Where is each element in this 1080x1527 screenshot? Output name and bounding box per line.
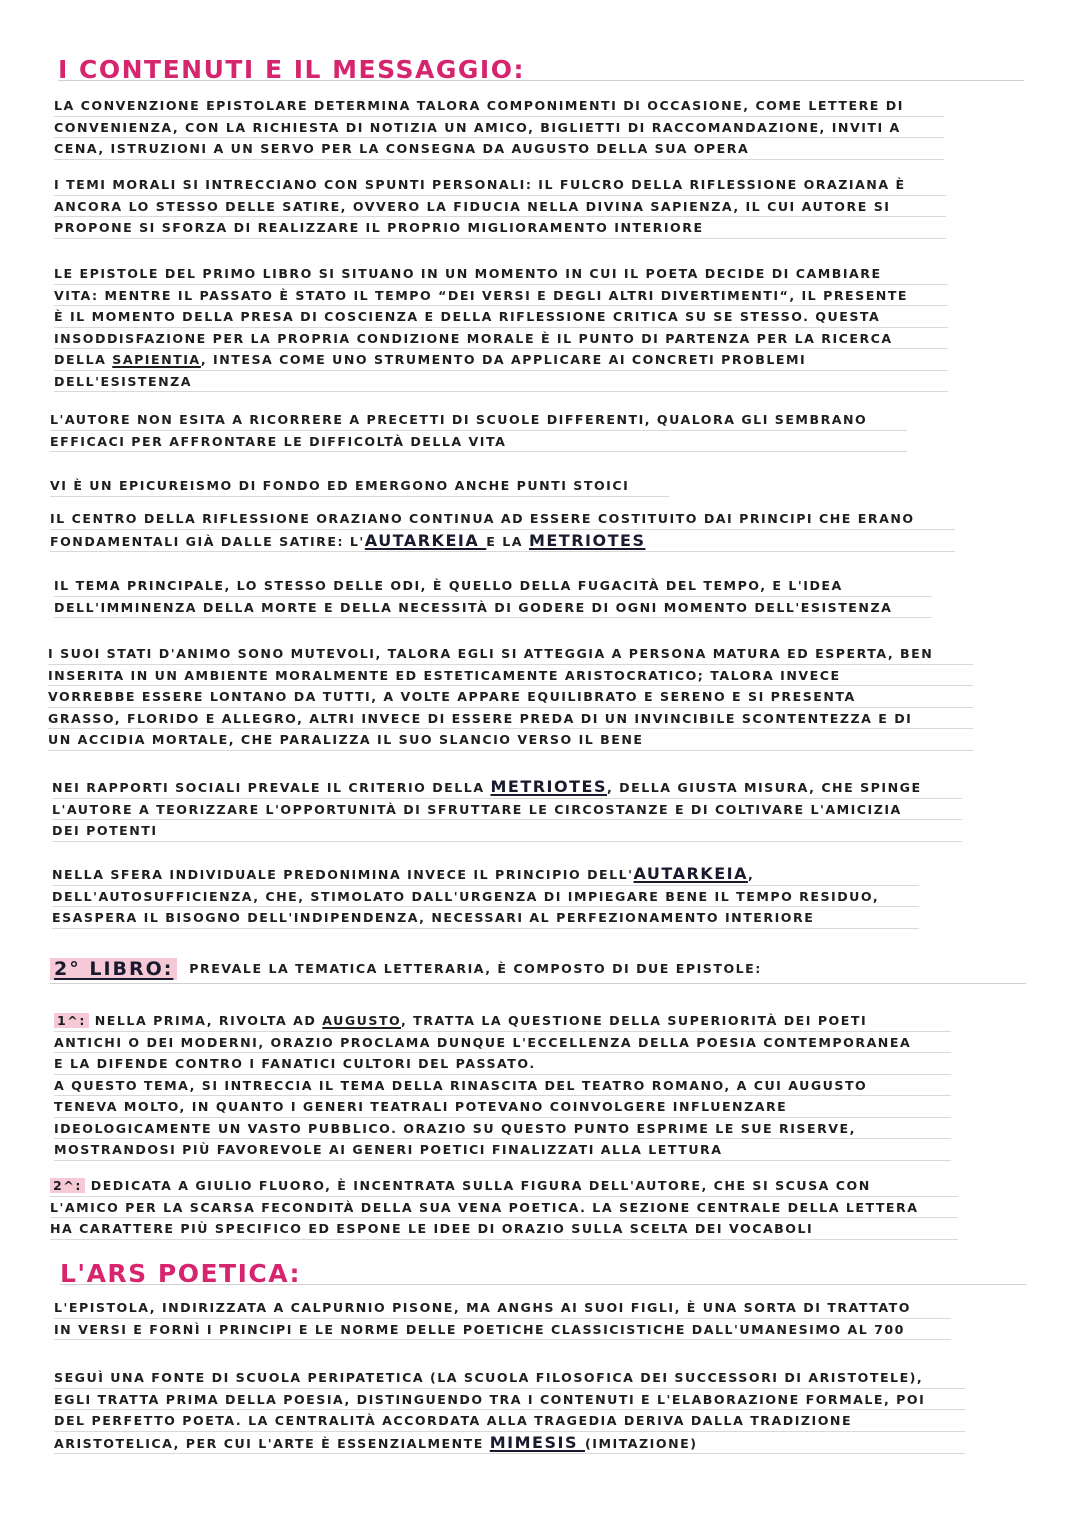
text-line — [52, 776, 922, 799]
text-segment: NEI RAPPORTI SOCIALI PREVALE IL CRITERIO DELLA — [52, 780, 491, 795]
paragraph-epicureismo — [50, 475, 629, 497]
paragraph-convenzione — [54, 95, 904, 160]
text-line: EGLI TRATTA PRIMA DELLA POESIA, DISTINGUENDO TRA I CONTENUTI E L'ELABORAZIONE FORMALE, POI — [54, 1389, 925, 1411]
paragraph-tema-principale — [54, 575, 892, 618]
text-line: DEL PERFETTO POETA. LA CENTRALITÀ ACCORDATA ALLA TRAGEDIA DERIVA DALLA TRADIZIONE — [54, 1410, 925, 1432]
title-rule — [58, 80, 1024, 81]
text-line: LE EPISTOLE DEL PRIMO LIBRO SI SITUANO IN UN MOMENTO IN CUI IL POETA DECIDE DI CAMBIARE — [54, 263, 908, 285]
text-secondo-libro: PREVALE LA TEMATICA LETTERARIA, È COMPOSTO DI DUE EPISTOLE: — [189, 961, 762, 976]
text-line — [54, 1010, 911, 1032]
text-line — [54, 349, 908, 371]
libro-rule — [50, 983, 1026, 984]
text-line: ANTICHI O DEI MODERNI, ORAZIO PROCLAMA DUNQUE L'ECCELLENZA DELLA POESIA CONTEMPORANEA — [54, 1032, 911, 1054]
text-line: HA CARATTERE PIÙ SPECIFICO ED ESPONE LE IDEE DI ORAZIO SULLA SCELTA DEI VOCABOLI — [50, 1218, 918, 1240]
text-segment: NELLA PRIMA, RIVOLTA AD — [94, 1013, 323, 1028]
text-line: ANCORA LO STESSO DELLE SATIRE, OVVERO LA FIDUCIA NELLA DIVINA SAPIENZA, IL CUI AUTORE SI — [54, 196, 906, 218]
text-line: LA CONVENZIONE EPISTOLARE DETERMINA TALORA COMPONIMENTI DI OCCASIONE, COME LETTERE DI — [54, 95, 904, 117]
title-rule — [60, 1284, 1026, 1285]
paragraph-ars-epistola — [54, 1297, 911, 1340]
text-line: IL TEMA PRINCIPALE, LO STESSO DELLE ODI, È QUELLO DELLA FUGACITÀ DEL TEMPO, E L'IDEA — [54, 575, 892, 597]
paragraph-ars-fonte — [54, 1367, 925, 1454]
label-secondo-libro: 2° LIBRO: — [50, 958, 177, 980]
paragraph-centro-riflessione — [50, 508, 915, 552]
keyword-metriotes: METRIOTES — [490, 777, 607, 796]
text-line: PROPONE SI SFORZA DI REALIZZARE IL PROPRIO MIGLIORAMENTO INTERIORE — [54, 217, 906, 239]
text-segment: ARISTOTELICA, PER CUI L'ARTE È ESSENZIALMENTE — [54, 1435, 490, 1451]
text-line — [52, 863, 879, 886]
heading-secondo-libro — [50, 955, 762, 984]
text-segment: , DELLA GIUSTA MISURA, CHE SPINGE — [606, 780, 922, 795]
text-line: IN VERSI E FORNÌ I PRINCIPI E LE NORME DELLE POETICHE CLASSICISTICHE DALL'UMANESIMO AL 700 — [54, 1319, 911, 1341]
text-segment: , — [747, 867, 755, 882]
section-title-contenuti: I CONTENUTI E IL MESSAGGIO: — [58, 55, 525, 84]
keyword-autarkeia: AUTARKEIA — [633, 864, 748, 883]
text-line: DELL'IMMINENZA DELLA MORTE E DELLA NECESSITÀ DI GODERE DI OGNI MOMENTO DELL'ESISTENZA — [54, 597, 892, 619]
text-segment: , TRATTA LA QUESTIONE DELLA SUPERIORITÀ DEI POETI — [401, 1013, 868, 1028]
text-line: CENA, ISTRUZIONI A UN SERVO PER LA CONSEGNA DA AUGUSTO DELLA SUA OPERA — [54, 138, 904, 160]
text-line: UN ACCIDIA MORTALE, CHE PARALIZZA IL SUO SLANCIO VERSO IL BENE — [48, 729, 933, 751]
paragraph-epistola-seconda — [50, 1175, 918, 1240]
text-line: L'AUTORE NON ESITA A RICORRERE A PRECETTI DI SCUOLE DIFFERENTI, QUALORA GLI SEMBRANO — [50, 409, 867, 431]
text-line: VORREBBE ESSERE LONTANO DA TUTTI, A VOLTE APPARE EQUILIBRATO E SERENO E SI PRESENTA — [48, 686, 933, 708]
text-line: DELL'AUTOSUFFICIENZA, CHE, STIMOLATO DALL'URGENZA DI IMPIEGARE BENE IL TEMPO RESIDUO, — [52, 886, 879, 908]
keyword-augusto: AUGUSTO — [322, 1013, 401, 1028]
text-line: SEGUÌ UNA FONTE DI SCUOLA PERIPATETICA (LA SCUOLA FILOSOFICA DEI SUCCESSORI DI ARISTOTELE), — [54, 1367, 925, 1389]
paragraph-epistole-primo-libro — [54, 263, 908, 392]
text-line: DELL'ESISTENZA — [54, 371, 908, 393]
text-segment: DELLA — [54, 352, 113, 367]
text-line: TENEVA MOLTO, IN QUANTO I GENERI TEATRALI POTEVANO COINVOLGERE INFLUENZARE — [54, 1096, 911, 1118]
keyword-metriotes: METRIOTES — [528, 530, 646, 550]
keyword-autarkeia: AUTARKEIA — [364, 530, 487, 550]
text-line — [54, 1432, 925, 1455]
text-line — [50, 1175, 918, 1197]
text-line: VI È UN EPICUREISMO DI FONDO ED EMERGONO ANCHE PUNTI STOICI — [50, 475, 629, 497]
text-line: I TEMI MORALI SI INTRECCIANO CON SPUNTI PERSONALI: IL FULCRO DELLA RIFLESSIONE ORAZIANA È — [54, 174, 906, 196]
text-line: INSODDISFAZIONE PER LA PROPRIA CONDIZIONE MORALE È IL PUNTO DI PARTENZA PER LA RICERCA — [54, 328, 908, 350]
marker-seconda: 2^: — [50, 1178, 85, 1193]
text-segment: NELLA SFERA INDIVIDUALE PREDONIMINA INVECE IL PRINCIPIO DELL' — [52, 867, 634, 882]
text-segment: (IMITAZIONE) — [585, 1435, 698, 1451]
text-line: MOSTRANDOSI PIÙ FAVOREVOLE AI GENERI POETICI FINALIZZATI ALLA LETTURA — [54, 1139, 911, 1161]
paragraph-rapporti-sociali — [52, 776, 922, 842]
paragraph-sfera-individuale — [52, 863, 879, 929]
text-segment: DEDICATA A GIULIO FLUORO, È INCENTRATA SULLA FIGURA DELL'AUTORE, CHE SI SCUSA CON — [90, 1178, 871, 1193]
text-line: È IL MOMENTO DELLA PRESA DI COSCIENZA E DELLA RIFLESSIONE CRITICA SU SE STESSO. QUESTA — [54, 306, 908, 328]
text-line: E LA DIFENDE CONTRO I FANATICI CULTORI DEL PASSATO. — [54, 1053, 911, 1075]
keyword-mimesis: MIMESIS — [489, 1432, 586, 1452]
paragraph-temi-morali — [54, 174, 906, 239]
text-line: L'AMICO PER LA SCARSA FECONDITÀ DELLA SUA VENA POETICA. LA SEZIONE CENTRALE DELLA LETTERA — [50, 1197, 918, 1219]
text-line: EFFICACI PER AFFRONTARE LE DIFFICOLTÀ DELLA VITA — [50, 431, 867, 453]
text-line: ESASPERA IL BISOGNO DELL'INDIPENDENZA, NECESSARI AL PERFEZIONAMENTO INTERIORE — [52, 907, 879, 929]
text-line: GRASSO, FLORIDO E ALLEGRO, ALTRI INVECE DI ESSERE PREDA DI UN INVINCIBILE SCONTENTEZZA E DI — [48, 708, 933, 730]
keyword-sapientia: SAPIENTIA — [112, 352, 201, 367]
text-line: I SUOI STATI D'ANIMO SONO MUTEVOLI, TALORA EGLI SI ATTEGGIA A PERSONA MATURA ED ESPERTA, BEN — [48, 643, 933, 665]
text-line: IL CENTRO DELLA RIFLESSIONE ORAZIANO CONTINUA AD ESSERE COSTITUITO DAI PRINCIPI CHE ERANO — [50, 508, 915, 530]
marker-prima: 1^: — [54, 1013, 89, 1028]
paragraph-precetti — [50, 409, 867, 452]
paragraph-epistola-prima — [54, 1010, 911, 1161]
text-segment: E LA — [486, 533, 529, 549]
text-line: L'AUTORE A TEORIZZARE L'OPPORTUNITÀ DI SFRUTTARE LE CIRCOSTANZE E DI COLTIVARE L'AMICIZIA — [52, 799, 922, 821]
section-title-ars-poetica: L'ARS POETICA: — [60, 1259, 302, 1288]
text-line: VITA: MENTRE IL PASSATO È STATO IL TEMPO “DEI VERSI E DEGLI ALTRI DIVERTIMENTI“, IL PRESENTE — [54, 285, 908, 307]
text-line: INSERITA IN UN AMBIENTE MORALMENTE ED ESTETICAMENTE ARISTOCRATICO; TALORA INVECE — [48, 665, 933, 687]
paragraph-stati-animo — [48, 643, 933, 751]
text-line: L'EPISTOLA, INDIRIZZATA A CALPURNIO PISONE, MA ANGHS AI SUOI FIGLI, È UNA SORTA DI TRATTATO — [54, 1297, 911, 1319]
text-line — [50, 530, 915, 553]
text-line: A QUESTO TEMA, SI INTRECCIA IL TEMA DELLA RINASCITA DEL TEATRO ROMANO, A CUI AUGUSTO — [54, 1075, 911, 1097]
text-segment: FONDAMENTALI GIÀ DALLE SATIRE: L' — [50, 533, 365, 549]
text-segment: , INTESA COME UNO STRUMENTO DA APPLICARE AI CONCRETI PROBLEMI — [200, 352, 807, 367]
text-line: IDEOLOGICAMENTE UN VASTO PUBBLICO. ORAZIO SU QUESTO PUNTO ESPRIME LE SUE RISERVE, — [54, 1118, 911, 1140]
text-line: CONVENIENZA, CON LA RICHIESTA DI NOTIZIA UN AMICO, BIGLIETTI DI RACCOMANDAZIONE, INVITI A — [54, 117, 904, 139]
text-line: DEI POTENTI — [52, 820, 922, 842]
